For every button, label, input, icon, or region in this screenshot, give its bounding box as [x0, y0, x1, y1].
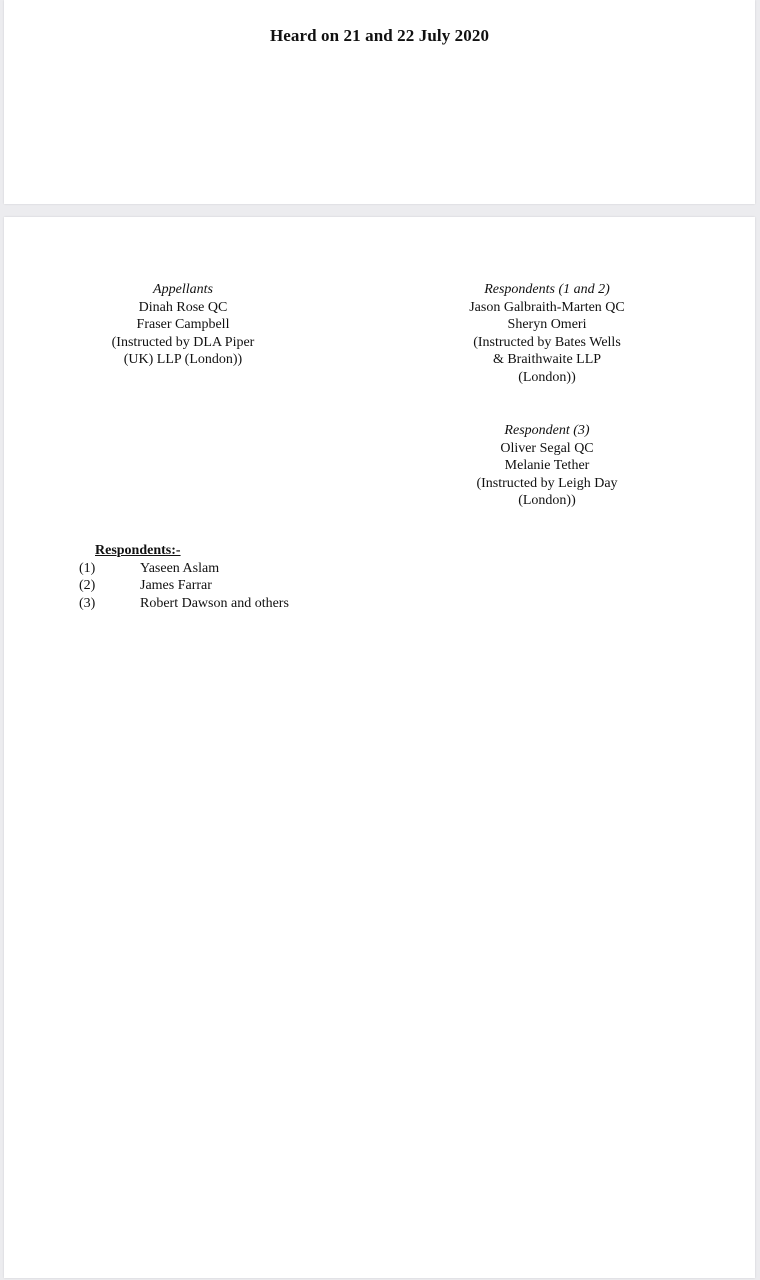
list-item-name: Yaseen Aslam — [140, 560, 220, 576]
appellants-counsel-block — [88, 281, 278, 369]
instructing-solicitor-line: (London)) — [518, 493, 576, 508]
respondents-1-2-role-label: Respondents (1 and 2) — [484, 282, 610, 297]
document-page-top — [4, 0, 755, 204]
instructing-solicitor-line: (UK) LLP (London)) — [123, 352, 243, 367]
document-page-bottom — [4, 217, 755, 1278]
list-item — [79, 560, 289, 578]
list-item — [79, 577, 289, 595]
list-item-name: Robert Dawson and others — [140, 595, 289, 611]
instructing-solicitor-line: (Instructed by Bates Wells — [473, 334, 621, 350]
respondent-3-counsel-block — [452, 422, 642, 510]
counsel-line: Fraser Campbell — [136, 317, 230, 332]
counsel-line: Jason Galbraith-Marten QC — [469, 299, 625, 315]
counsel-line: Oliver Segal QC — [500, 440, 594, 456]
hearing-date-line: Heard on 21 and 22 July 2020 — [269, 26, 490, 45]
list-item — [79, 595, 289, 613]
respondents-list-heading: Respondents:- — [95, 543, 181, 558]
list-item-name: James Farrar — [140, 578, 212, 593]
instructing-solicitor-line: (Instructed by DLA Piper — [111, 334, 255, 350]
respondents-1-2-counsel-block — [452, 281, 642, 386]
list-item-number: (1) — [79, 560, 96, 576]
instructing-solicitor-line: (London)) — [518, 369, 576, 385]
instructing-solicitor-line: & Braithwaite LLP — [492, 352, 602, 367]
counsel-line: Sheryn Omeri — [507, 317, 587, 332]
instructing-solicitor-line: (Instructed by Leigh Day — [476, 475, 618, 491]
counsel-line: Melanie Tether — [504, 458, 590, 473]
respondent-3-role-label: Respondent (3) — [504, 423, 590, 438]
list-item-number: (3) — [79, 595, 96, 611]
appellants-role-label: Appellants — [153, 282, 213, 297]
counsel-line: Dinah Rose QC — [138, 299, 228, 315]
respondents-list — [79, 542, 289, 612]
list-item-number: (2) — [79, 578, 96, 593]
